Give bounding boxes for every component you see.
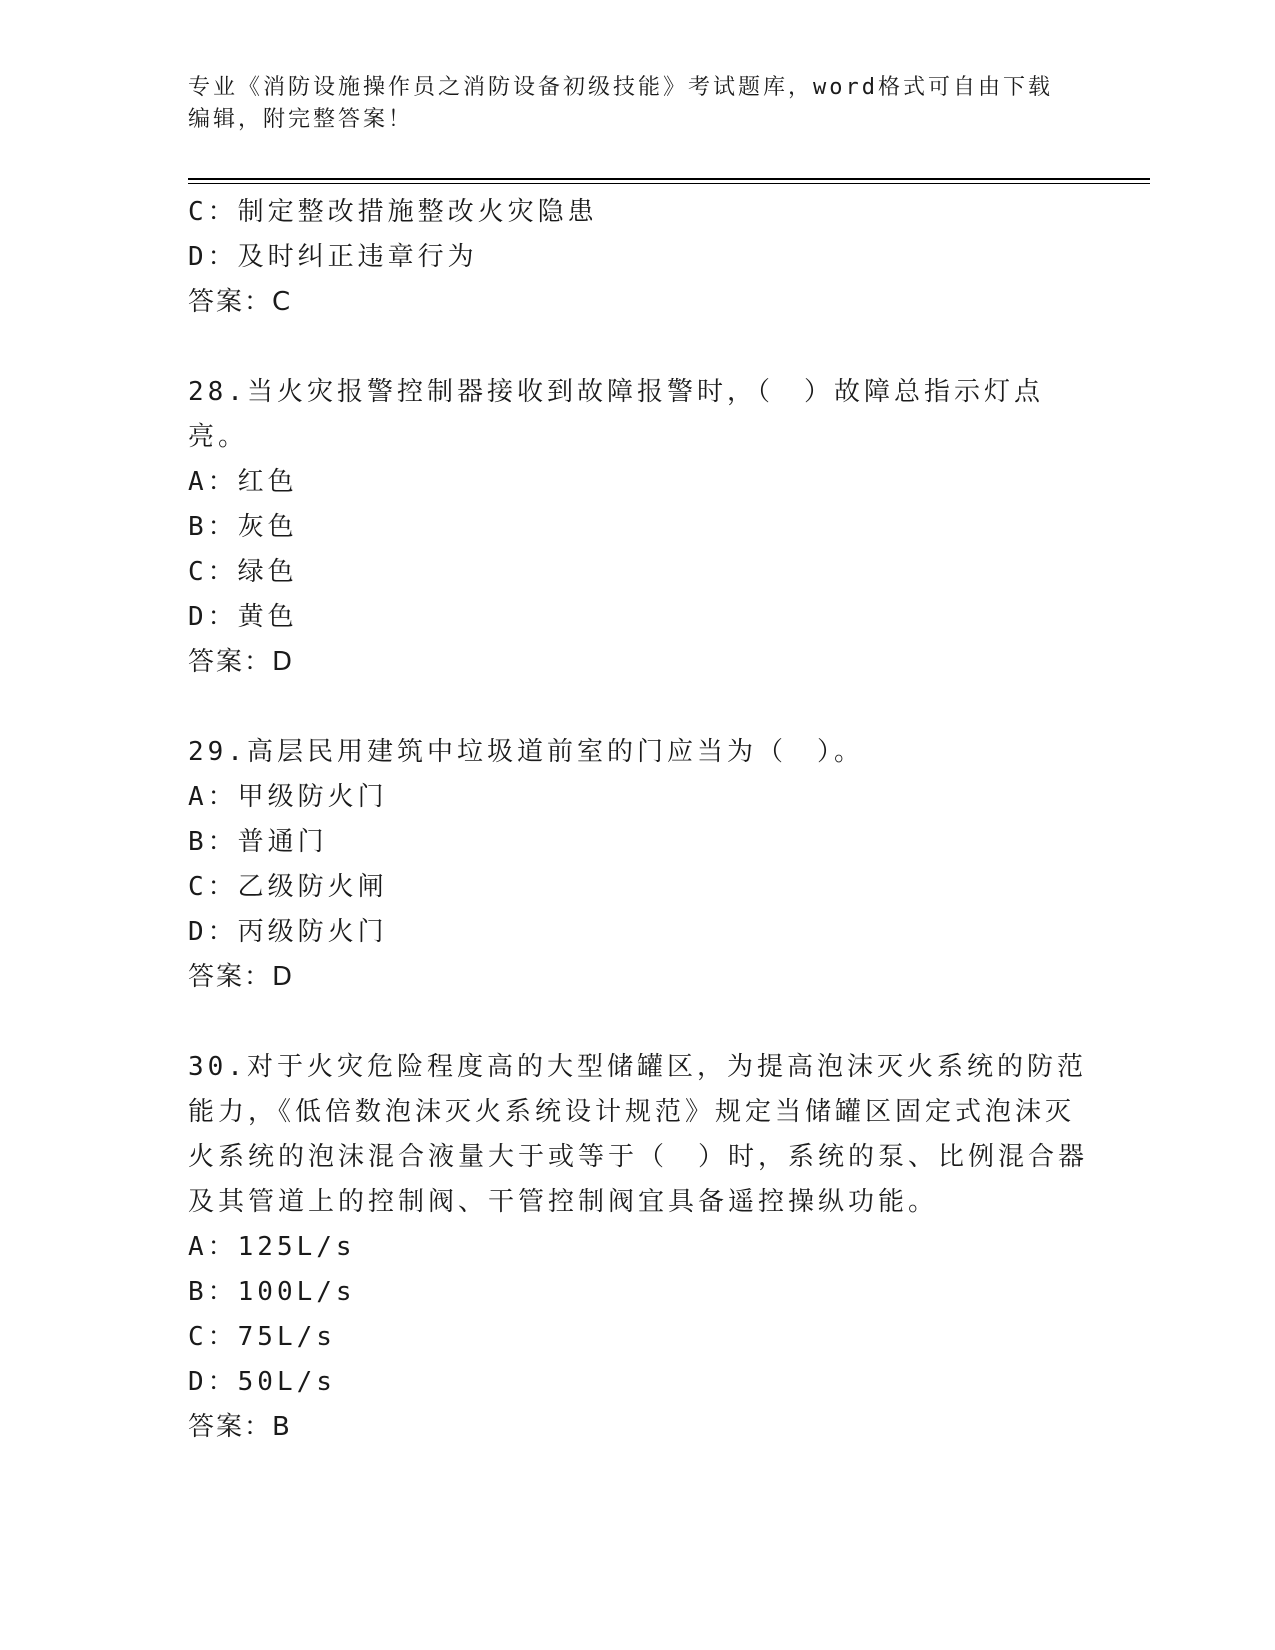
option-b: B：灰色 (188, 512, 298, 542)
option-a: A：125L/s (188, 1232, 356, 1262)
header-divider-thin (188, 183, 1150, 184)
previous-question-tail (188, 190, 1088, 325)
answer-line: 答案：D (188, 962, 295, 992)
option-a: A：甲级防火门 (188, 782, 388, 812)
option-d: D：丙级防火门 (188, 917, 388, 947)
question-list (188, 190, 1088, 1450)
answer-line: 答案：C (188, 287, 293, 317)
spacer (188, 685, 1088, 730)
question-29 (188, 730, 1088, 1000)
option-c: C：绿色 (188, 557, 298, 587)
option-c: C：制定整改措施整改火灾隐患 (188, 197, 598, 227)
question-stem: 28.当火灾报警控制器接收到故障报警时，（ ）故障总指示灯点亮。 (188, 377, 1044, 452)
option-b: B：普通门 (188, 827, 328, 857)
option-c: C：乙级防火闸 (188, 872, 388, 902)
question-stem: 30.对于火灾危险程度高的大型储罐区，为提高泡沫灭火系统的防范能力，《低倍数泡沫灭火系统设计规范》规定当储罐区固定式泡沫灭火系统的泡沫混合液量大于或等于（ ）时，系统的泵、比例混合器及其管道上的控制阀、干管控制阀宜具备遥控操纵功能。 (188, 1052, 1089, 1217)
option-c: C：75L/s (188, 1322, 336, 1352)
question-stem: 29.高层民用建筑中垃圾道前室的门应当为（ ）。 (188, 737, 864, 767)
document-header: 专业《消防设施操作员之消防设备初级技能》考试题库，word格式可自由下载编辑，附完整答案！ (188, 75, 1053, 132)
spacer (188, 325, 1088, 370)
option-d: D：50L/s (188, 1367, 336, 1397)
option-d: D：黄色 (188, 602, 298, 632)
option-d: D：及时纠正违章行为 (188, 242, 478, 272)
option-a: A：红色 (188, 467, 298, 497)
answer-line: 答案：D (188, 647, 295, 677)
header-divider-thick (188, 178, 1150, 180)
question-30 (188, 1045, 1088, 1450)
answer-line: 答案：B (188, 1412, 292, 1442)
spacer (188, 1000, 1088, 1045)
option-b: B：100L/s (188, 1277, 356, 1307)
question-28 (188, 370, 1088, 685)
